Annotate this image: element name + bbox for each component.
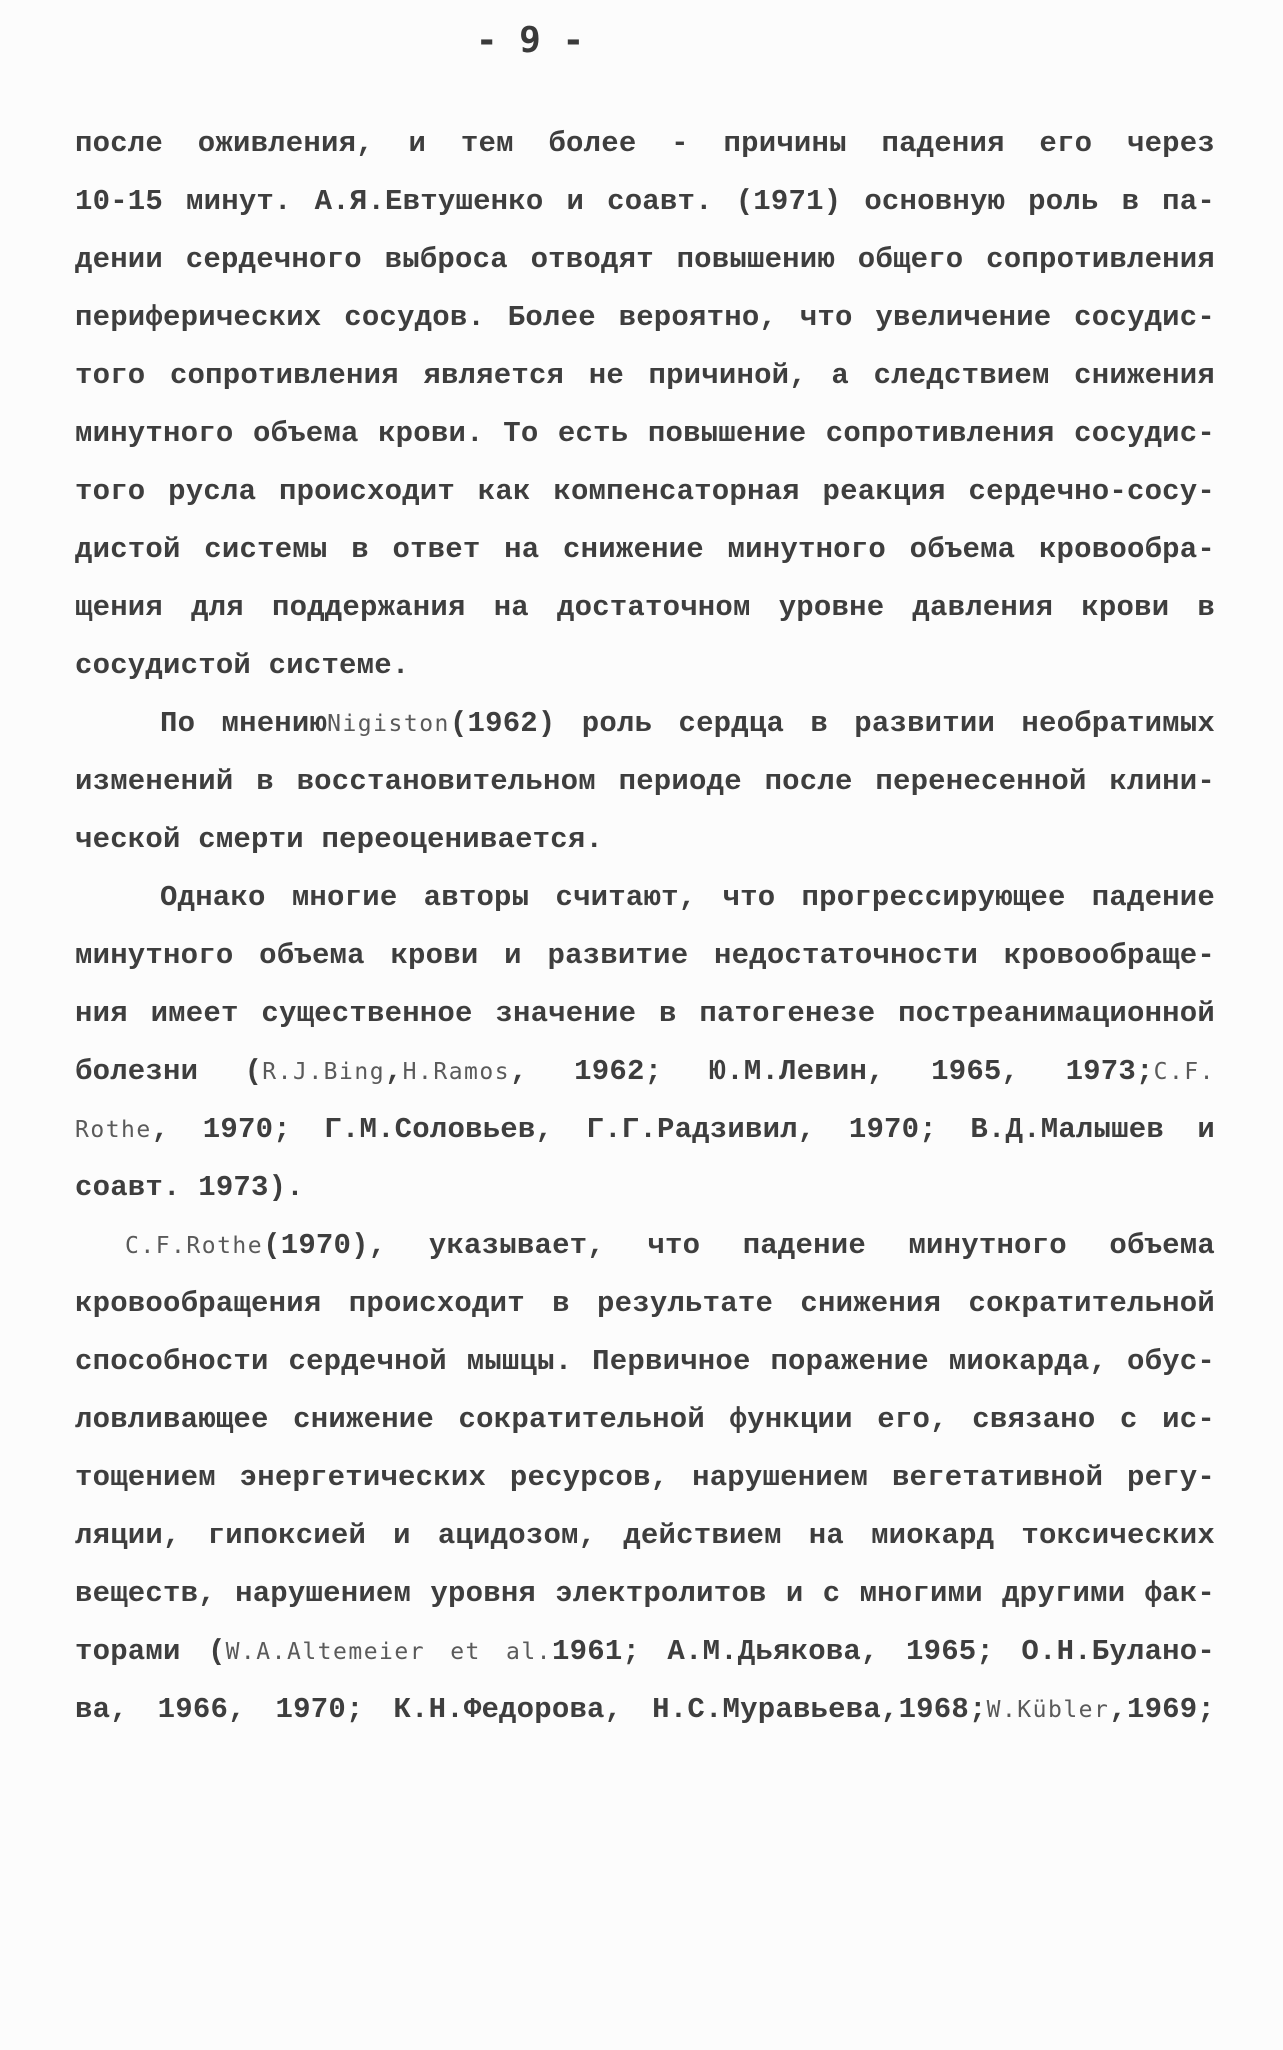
text-segment: 1961; А.М.Дьякова, 1965; О.Н.Буланo- <box>552 1635 1215 1668</box>
text-line: кровообращения происходит в результате снижения сократительной <box>75 1287 1215 1320</box>
text-line: соавт. 1973). <box>75 1171 304 1204</box>
paragraph-2 <box>75 695 1215 869</box>
text-line: щения для поддержания на достаточном уровне давления крови в <box>75 591 1215 624</box>
text-segment: (1970), указывает, что падение минутного объема <box>263 1229 1215 1262</box>
text-line: способности сердечной мышцы. Первичное поражение миокарда, обус- <box>75 1345 1215 1378</box>
text-segment: , 1962; Ю.М.Левин, 1965, 1973; <box>510 1055 1154 1088</box>
body-text <box>75 115 1215 1739</box>
text-line: ния имеет существенное значение в патогенезе постреанимационной <box>75 997 1215 1030</box>
text-line: ляции, гипоксией и ацидозом, действием на миокард токсических <box>75 1519 1215 1552</box>
text-line <box>75 1623 1215 1681</box>
text-line: после оживления, и тем более - причины падения его через <box>75 127 1215 160</box>
text-segment: , 1970; Г.М.Соловьев, Г.Г.Радзивил, 1970; В.Д.Малышев и <box>151 1113 1215 1146</box>
paragraph-1 <box>75 115 1215 695</box>
text-line <box>75 1681 1215 1739</box>
text-line: дении сердечного выброса отводят повышению общего сопротивления <box>75 243 1215 276</box>
text-segment: (1962) роль сердца в развитии необратимых <box>449 707 1215 740</box>
text-line <box>75 1217 1215 1275</box>
text-segment: , <box>385 1055 403 1088</box>
text-segment: болезни ( <box>75 1055 263 1088</box>
text-line: веществ, нарушением уровня электролитов и с многими другими фак- <box>75 1577 1215 1610</box>
text-line: минутного объема крови и развитие недостаточности кровообраще- <box>75 939 1215 972</box>
text-segment: По мнению <box>160 707 328 740</box>
text-line: того русла происходит как компенсаторная реакция сердечно-сосу- <box>75 475 1215 508</box>
latin-name: C.F. <box>1153 1059 1215 1085</box>
text-segment: торами ( <box>75 1635 226 1668</box>
latin-name: R.J.Bing <box>262 1059 386 1085</box>
text-line: ческой смерти переоценивается. <box>75 823 604 856</box>
text-line: ловливающее снижение сократительной функции его, связано с ис- <box>75 1403 1215 1436</box>
text-line: сосудистой системе. <box>75 649 410 682</box>
text-line <box>75 1101 1215 1159</box>
paragraph-3 <box>75 869 1215 1217</box>
text-line <box>75 1043 1215 1101</box>
text-segment: ва, 1966, 1970; К.Н.Федорова, Н.С.Муравьева,1968; <box>75 1693 987 1726</box>
text-line: 10-15 минут. А.Я.Евтушенко и соавт. (1971) основную роль в па- <box>75 185 1215 218</box>
text-line: Однако многие авторы считают, что прогрессирующее падение <box>160 881 1215 914</box>
text-line: изменений в восстановительном периоде после перенесенной клини- <box>75 765 1215 798</box>
latin-name: Nigiston <box>327 711 450 737</box>
text-line <box>75 695 1215 753</box>
text-line: тощением энергетических ресурсов, нарушением вегетативной регу- <box>75 1461 1215 1494</box>
text-line: периферических сосудов. Более вероятно, что увеличение сосудис- <box>75 301 1215 334</box>
text-line: дистой системы в ответ на снижение минутного объема кровообра- <box>75 533 1215 566</box>
latin-name: Rothe <box>75 1117 152 1143</box>
latin-name: W.A.Altemeier et al. <box>225 1639 553 1665</box>
latin-name: W.Kübler <box>986 1697 1110 1723</box>
text-line: минутного объема крови. То есть повышение сопротивления сосудис- <box>75 417 1215 450</box>
latin-name: C.F.Rothe <box>125 1233 264 1259</box>
text-line: того сопротивления является не причиной, а следствием снижения <box>75 359 1215 392</box>
page-number: - 9 - <box>475 20 585 61</box>
text-segment: ,1969; <box>1109 1693 1215 1726</box>
latin-name: H.Ramos <box>402 1059 511 1085</box>
paragraph-4 <box>75 1217 1215 1739</box>
